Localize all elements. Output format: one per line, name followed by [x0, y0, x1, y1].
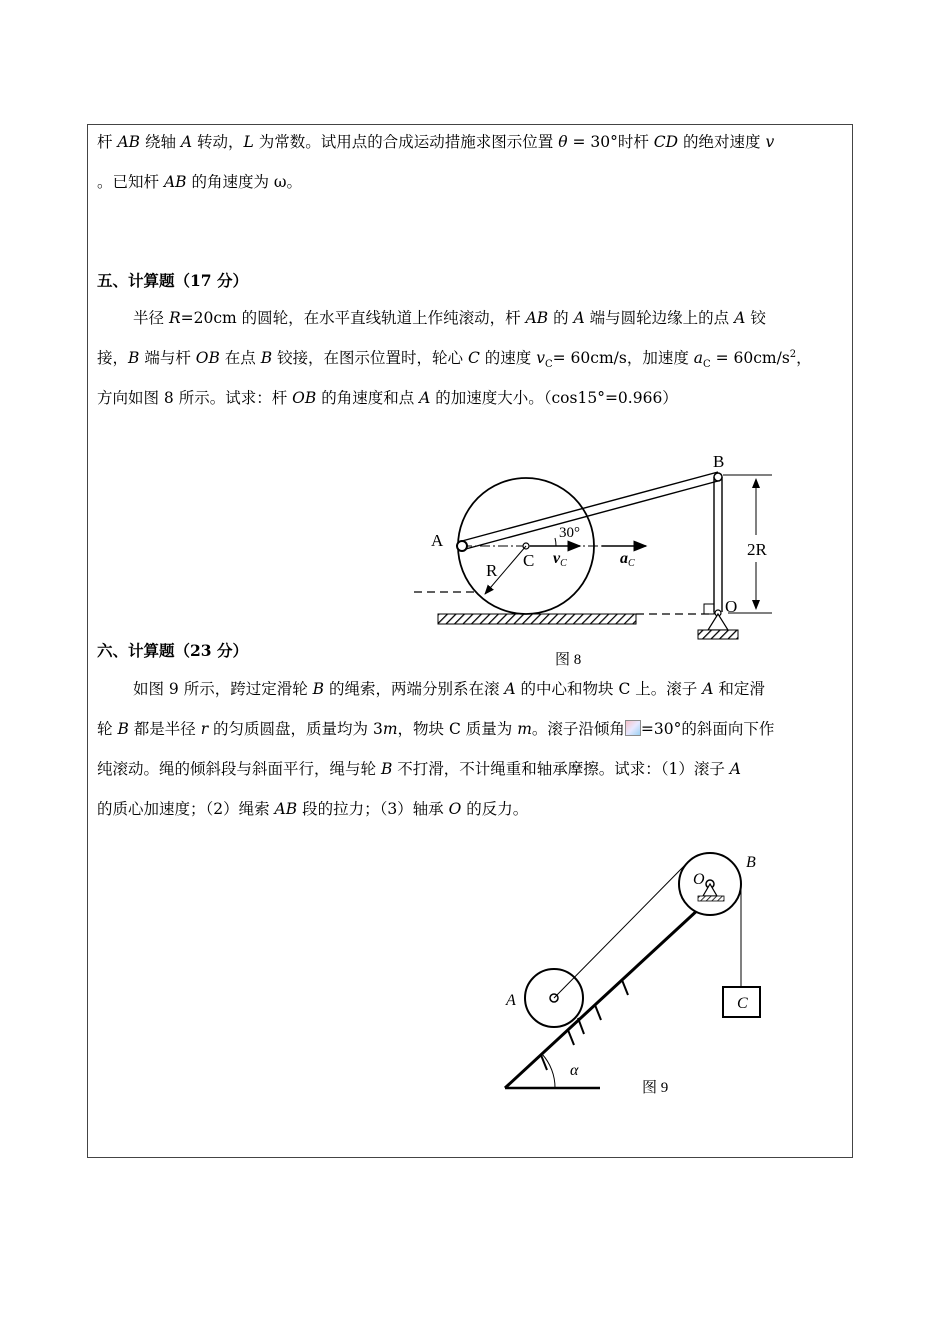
figure-8-diagram: [405, 445, 795, 675]
figure-9-caption: 图 9: [642, 1080, 669, 1096]
label-vc: vC: [553, 550, 567, 569]
q5-line-1: 半径 R=20cm 的圆轮，在水平直线轨道上作纯滚动，杆 AB 的 A 端与圆轮边缘上的点 A 铰: [133, 309, 766, 327]
q5-line-2: 接，B 端与杆 OB 在点 B 铰接，在图示位置时，轮心 C 的速度 $v_C= 60cm/s$，加速度 $a_C = 60cm/s^2$，: [97, 348, 812, 371]
label-c: C: [737, 995, 748, 1012]
ground-hatch: [438, 614, 636, 624]
q6-line-3: 纯滚动。绳的倾斜段与斜面平行，绳与轮 B 不打滑，不计绳重和轴承摩擦。试求：（1）滚子 A: [97, 760, 741, 778]
broken-image-icon: [625, 720, 641, 736]
pin-b: [714, 473, 722, 481]
support-o: [708, 614, 728, 630]
label-r: R: [486, 561, 498, 580]
label-a: A: [431, 531, 444, 550]
figure-9-diagram: [495, 845, 785, 1105]
label-o: O: [693, 871, 705, 888]
alpha-arc: [542, 1054, 555, 1088]
q5-line-3: 方向如图 8 所示。试求：杆 OB 的角速度和点 A 的加速度大小。（cos15°=0.966）: [97, 389, 678, 407]
label-o: O: [725, 597, 738, 616]
right-angle-mark: [704, 604, 714, 614]
q6-line-4: 的质心加速度；（2）绳索 AB 段的拉力；（3）轴承 O 的反力。: [97, 800, 529, 818]
label-ac: aC: [620, 550, 635, 569]
angle-arc: [555, 538, 556, 546]
q6-line-1: 如图 9 所示，跨过定滑轮 B 的绳索，两端分别系在滚 A 的中心和物块 C 上。滚子 A 和定滑: [133, 680, 765, 698]
q4-line-2: 。已知杆 AB 的角速度为 ω。: [97, 173, 303, 191]
label-alpha: α: [570, 1062, 579, 1079]
pulley-support-hatch: [698, 896, 724, 901]
label-30-degrees: 30°: [559, 525, 580, 541]
figure-8-caption: 图 8: [555, 652, 582, 668]
pin-a: [457, 541, 467, 551]
q4-line-1: 杆 AB 绕轴 A 转动，L 为常数。试用点的合成运动措施求图示位置 θ = 30°时杆 CD 的绝对速度 v: [97, 133, 775, 151]
label-a: A: [506, 992, 516, 1009]
rope-inclined: [554, 862, 688, 998]
q6-heading: 六、计算题（23 分）: [97, 641, 248, 660]
q5-heading: 五、计算题（17 分）: [97, 271, 248, 290]
label-b: B: [746, 854, 756, 871]
label-c: C: [523, 551, 535, 570]
label-b: B: [713, 452, 725, 471]
support-o-hatch: [698, 630, 738, 639]
label-2r: 2R: [747, 540, 767, 559]
rod-ab-lower: [462, 481, 718, 550]
q6-line-2: 轮 B 都是半径 r 的匀质圆盘，质量均为 3m，物块 C 质量为 m。滚子沿倾角 =30°的斜面向下作: [97, 720, 775, 738]
